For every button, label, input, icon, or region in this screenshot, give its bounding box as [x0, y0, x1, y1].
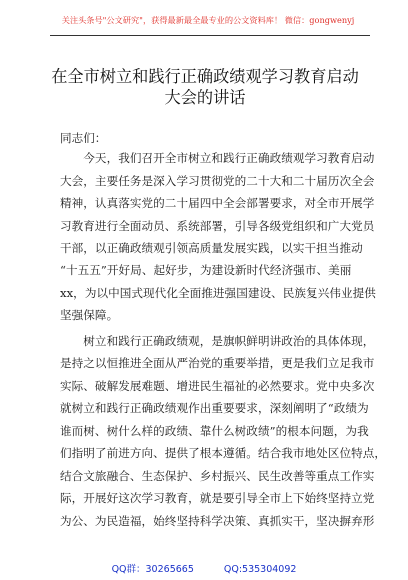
body-line: 是持之以恒推进全面从严治党的重要举措，更是我们立足我市 — [60, 356, 375, 370]
body-line: “十五五”开好局、起好步，为建设新时代经济强市、美丽 — [60, 263, 352, 277]
footer-qq: QQ:535304092 — [223, 564, 297, 575]
body-line: 实际、破解发展难题、增进民生福祉的必然要求。党中央多次 — [60, 379, 375, 393]
footer-qq-group: QQ群：30265665 — [111, 564, 194, 575]
header-divider — [50, 35, 370, 36]
body-line: 际，开展好这次学习教育，就是要引导全市上下始终坚持立党 — [60, 491, 375, 505]
document-title — [46, 66, 364, 108]
body-line: 大会，主要任务是深入学习贯彻党的二十大和二十届历次全会 — [60, 174, 375, 188]
salutation: 同志们： — [60, 131, 107, 145]
body-line: 树立和践行正确政绩观，是旗帜鲜明讲政治的具体体现， — [60, 334, 375, 348]
title-line-2: 大会的讲话 — [164, 88, 246, 107]
body-line: 结合文旅融合、生态保护、乡村振兴、民生改善等重点工作实 — [60, 469, 375, 483]
body-line: 坚强保障。 — [60, 308, 119, 322]
body-line: 精神，认真落实党的二十届四中全会部署要求，对全市开展学 — [60, 196, 375, 210]
body-line: 习教育进行全面动员、系统部署，引导各级党组织和广大党员 — [60, 219, 375, 233]
body-line: xx，为以中国式现代化全面推进强国建设、民族复兴伟业提供 — [60, 286, 376, 300]
footer-contact — [0, 561, 408, 575]
body-line: 干部，以正确政绩观引领高质量发展实践，以实干担当推动 — [60, 241, 363, 255]
header-banner: 关注头条号"公文研究"，获得最新最全最专业的公文资料库！ 微信：gongwenyj — [61, 15, 355, 25]
body-line: 为公、为民造福，始终坚持科学决策、真抓实干，坚决摒弃形 — [60, 514, 375, 528]
body-line: 们指明了前进方向、提供了根本遵循。结合我市地处区位特点， — [60, 446, 387, 460]
body-line: 谁而树、树什么样的政绩、靠什么树政绩”的根本问题，为我 — [60, 424, 369, 438]
title-line-1: 在全市树立和践行正确政绩观学习教育启动 — [51, 67, 359, 86]
body-line: 今天，我们召开全市树立和践行正确政绩观学习教育启动 — [60, 151, 375, 165]
body-line: 就树立和践行正确政绩观作出重要要求，深刻阐明了“政绩为 — [60, 401, 369, 415]
